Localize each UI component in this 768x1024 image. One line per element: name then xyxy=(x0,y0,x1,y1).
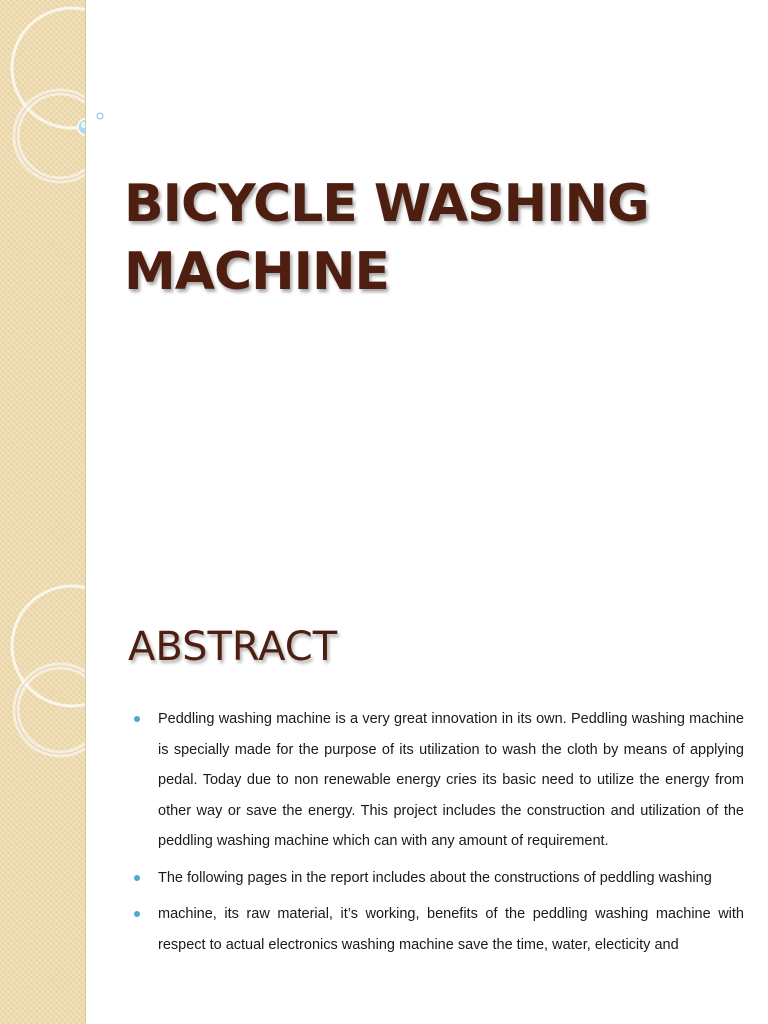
abstract-slide xyxy=(0,576,768,1024)
bullet-icon xyxy=(134,911,140,917)
abstract-bullet-list xyxy=(134,704,744,966)
list-item xyxy=(134,863,744,894)
decorative-side-strip xyxy=(0,576,86,1024)
list-item xyxy=(134,704,744,857)
small-bubble-icon xyxy=(94,110,114,130)
decorative-rings-graphic xyxy=(0,0,85,576)
section-heading: ABSTRACT xyxy=(128,624,338,670)
bullet-icon xyxy=(134,875,140,881)
list-item xyxy=(134,899,744,960)
bullet-text: Peddling washing machine is a very great innovation in its own. Peddling washing machine is specially made for the purpose of its utilization to wash the cloth by means of applying pedal. Today due to non renewable energy cries its basic need to utilize the energy from other way or save the energy. This project includes the construction and utilization of the peddling washing machine which can with any amount of requirement. xyxy=(158,711,744,849)
bullet-icon xyxy=(134,716,140,722)
decorative-side-strip xyxy=(0,0,86,576)
bullet-text: The following pages in the report includes about the constructions of peddling washing xyxy=(158,869,712,886)
bullet-text: machine, its raw material, it’s working, benefits of the peddling washing machine with respect to actual electronics washing machine save the time, water, electicity and xyxy=(158,906,744,953)
slide-title: BICYCLE WASHING MACHINE xyxy=(124,174,649,302)
decorative-rings-graphic xyxy=(0,576,85,1024)
